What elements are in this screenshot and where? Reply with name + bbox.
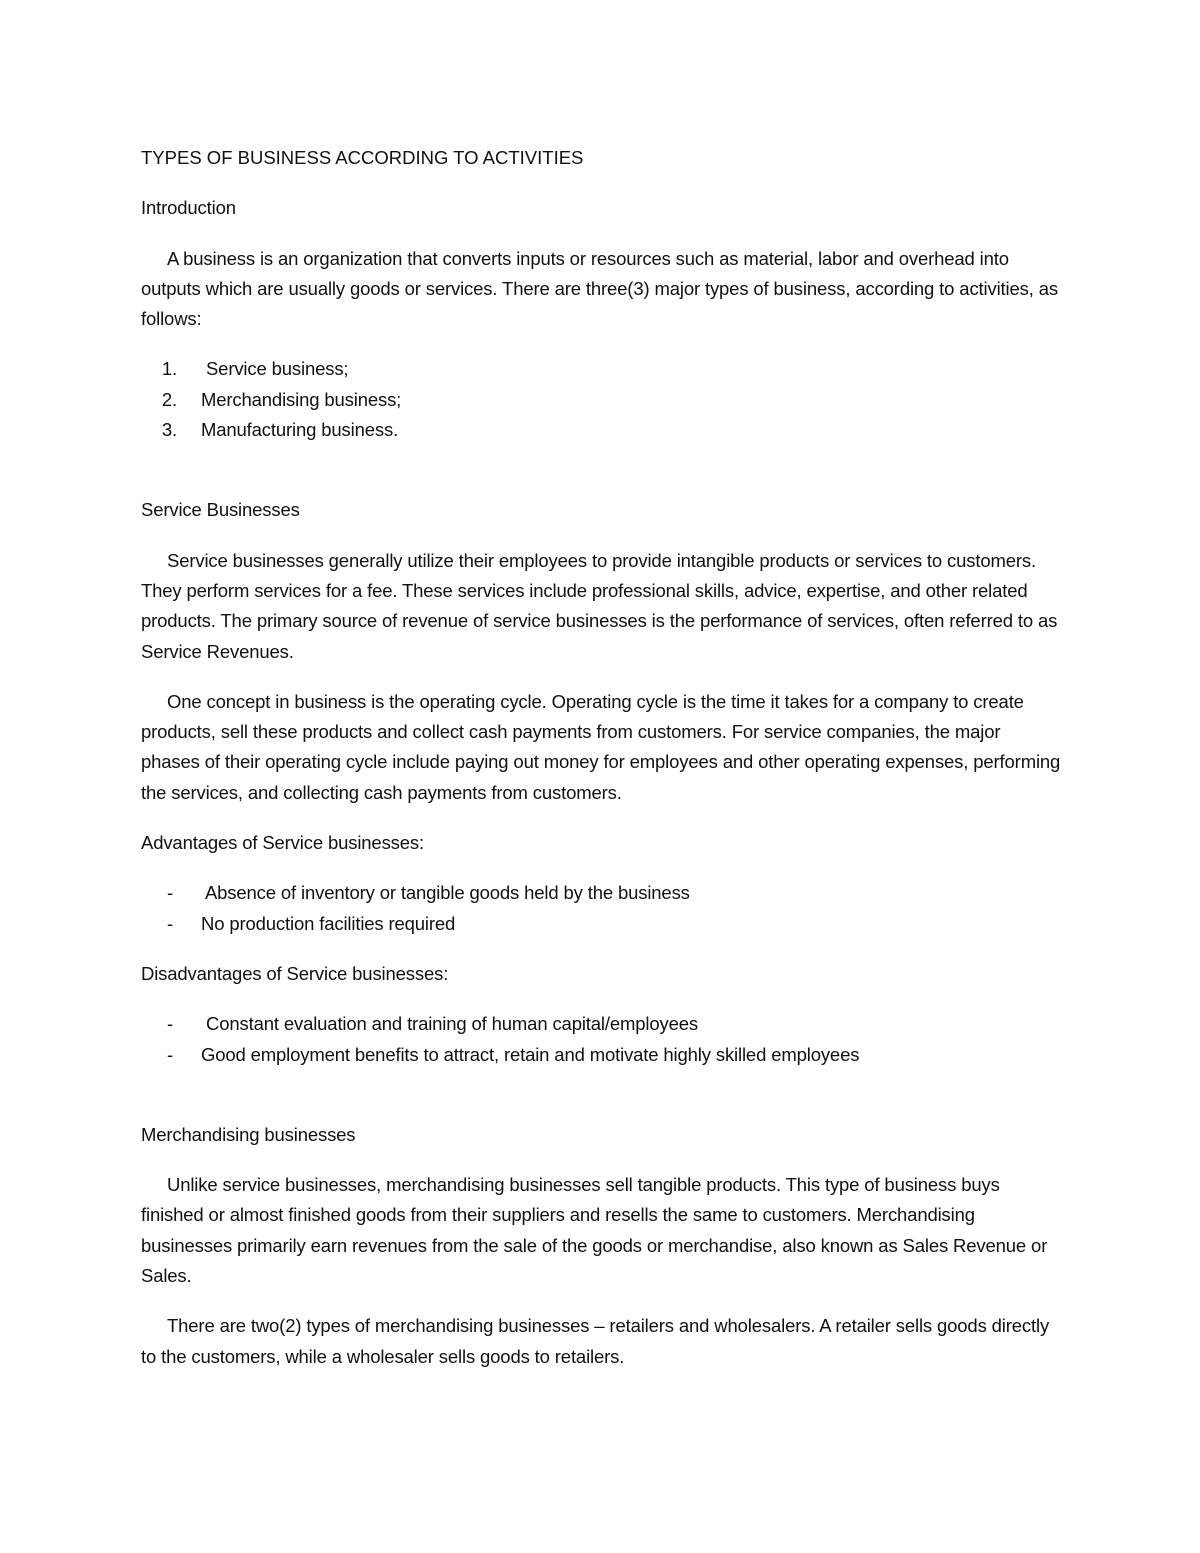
list-item — [141, 415, 1061, 445]
list-item — [141, 1009, 1061, 1039]
list-number: 1. — [161, 358, 177, 380]
service-paragraph-2: One concept in business is the operating cycle. Operating cycle is the time it takes for a company to create products, sell these products and collect cash payments from customers. For service companies, the major phases of their operating cycle include paying out money for employees and other operating expenses, performing the services, and collecting cash payments from customers. — [141, 690, 1061, 803]
introduction-heading: Introduction — [141, 197, 236, 219]
list-item-text: Service business; — [201, 358, 349, 380]
list-item — [141, 909, 1061, 939]
list-item — [141, 1040, 1061, 1070]
dash-marker: - — [167, 1043, 174, 1065]
list-item — [141, 878, 1061, 908]
list-number: 2. — [161, 388, 177, 410]
disadvantages-label: Disadvantages of Service businesses: — [141, 962, 449, 984]
list-item — [141, 385, 1061, 415]
dash-marker: - — [167, 1013, 174, 1035]
merchandising-paragraph-2: There are two(2) types of merchandising businesses – retailers and wholesalers. A retailer sells goods directly to the customers, while a wholesaler sells goods to retailers. — [141, 1315, 1050, 1367]
list-item-text: Constant evaluation and training of human capital/employees — [201, 1013, 698, 1035]
advantages-list — [141, 878, 1061, 939]
dash-marker: - — [167, 912, 174, 934]
list-item-text: Merchandising business; — [201, 388, 402, 410]
service-paragraph-1: Service businesses generally utilize their employees to provide intangible products or services to customers. They perform services for a fee. These services include professional skills, advice, expertise, and other related products. The primary source of revenue of service businesses is the performance of services, often referred to as Service Revenues. — [141, 549, 1058, 662]
list-item-text: Manufacturing business. — [201, 419, 399, 441]
merchandising-paragraph-1: Unlike service businesses, merchandising businesses sell tangible products. This type of business buys finished or almost finished goods from their suppliers and resells the same to customers. Merchandising businesses primarily earn revenues from the sale of the goods or merchandise, also known as Sales Revenue or Sales. — [141, 1174, 1048, 1287]
list-item-text: No production facilities required — [201, 912, 456, 934]
document-body — [141, 143, 1061, 1392]
introduction-paragraph: A business is an organization that converts inputs or resources such as material, labor and overhead into outputs which are usually goods or services. There are three(3) major types of business, according to activities, as follows: — [141, 247, 1058, 330]
business-types-list — [141, 354, 1061, 445]
list-item-text: Absence of inventory or tangible goods held by the business — [201, 882, 690, 904]
dash-marker: - — [167, 882, 174, 904]
document-title: TYPES OF BUSINESS ACCORDING TO ACTIVITIES — [141, 147, 584, 168]
list-number: 3. — [161, 419, 177, 441]
list-item-text: Good employment benefits to attract, retain and motivate highly skilled employees — [201, 1043, 860, 1065]
disadvantages-list — [141, 1009, 1061, 1070]
merchandising-heading: Merchandising businesses — [141, 1123, 356, 1145]
advantages-label: Advantages of Service businesses: — [141, 832, 424, 854]
service-heading: Service Businesses — [141, 499, 300, 521]
list-item — [141, 354, 1061, 384]
